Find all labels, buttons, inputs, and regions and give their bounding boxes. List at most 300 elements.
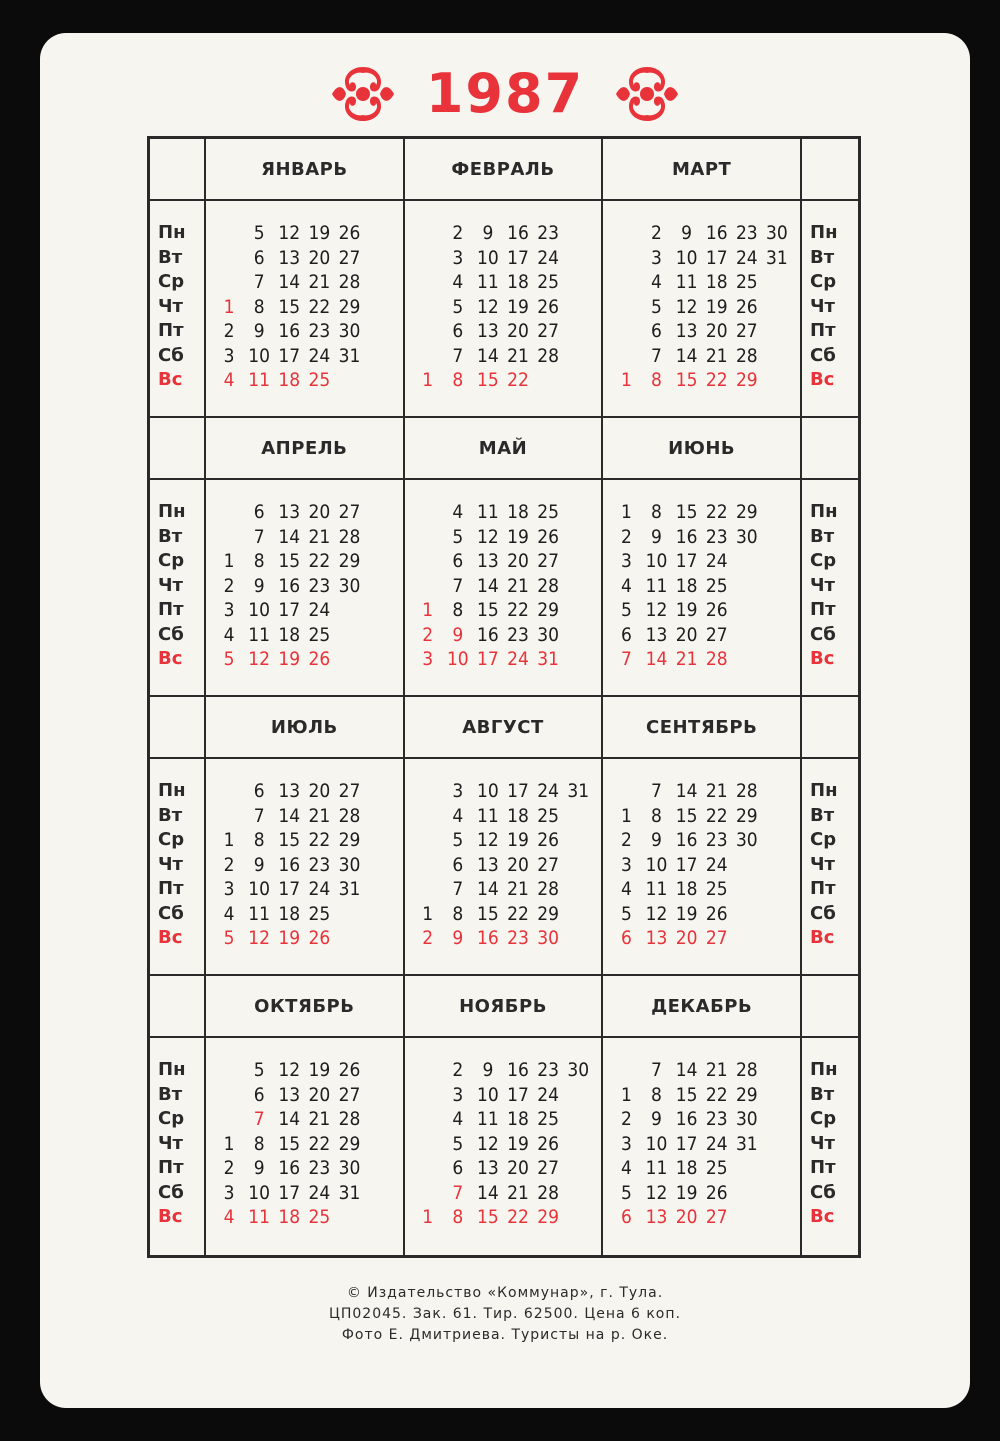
weekday-label: Ср [810, 1108, 837, 1129]
day-number: 12 [477, 829, 499, 851]
day-number: 16 [278, 574, 301, 597]
day-number: 27 [537, 550, 560, 572]
day-number: 12 [248, 648, 271, 670]
day-number: 20 [507, 1157, 529, 1179]
day-number: 15 [675, 804, 698, 827]
day-number: 28 [537, 1181, 560, 1204]
day-number: 23 [537, 222, 560, 244]
day-number: 5 [223, 648, 235, 670]
weekday-label: Пн [158, 780, 186, 801]
weekday-label: Вт [158, 246, 183, 268]
day-number: 27 [338, 1083, 361, 1106]
day-number: 13 [645, 1206, 668, 1228]
day-number: 29 [735, 1083, 758, 1106]
day-number [365, 1107, 395, 1132]
day-number: 19 [507, 829, 529, 851]
day-number: 10 [645, 1132, 668, 1155]
day-number: 2 [620, 829, 632, 851]
day-number: 8 [253, 550, 265, 572]
week-column [641, 779, 671, 951]
day-number: 13 [645, 927, 668, 949]
week-column [503, 1058, 533, 1230]
day-number: 22 [507, 902, 529, 925]
day-number: 15 [477, 599, 499, 621]
day-number [214, 525, 244, 550]
day-number: 11 [645, 574, 668, 597]
day-number: 12 [645, 1181, 668, 1204]
week-column [473, 1058, 503, 1230]
day-number: 12 [477, 295, 499, 318]
day-number: 17 [675, 1132, 698, 1155]
day-number: 22 [705, 1083, 728, 1106]
week-column [762, 500, 792, 672]
day-number: 25 [735, 271, 758, 293]
day-number [611, 295, 641, 320]
day-number [563, 804, 593, 829]
day-number: 30 [735, 525, 758, 548]
day-number: 4 [620, 1157, 632, 1179]
day-number: 20 [675, 623, 698, 646]
day-number [762, 598, 792, 623]
day-number: 13 [278, 780, 301, 802]
week-column [672, 779, 702, 951]
weekday-label: Пт [158, 320, 184, 341]
day-number: 15 [278, 295, 301, 318]
day-number [413, 549, 443, 574]
day-number: 29 [537, 599, 560, 621]
day-number: 13 [477, 853, 499, 876]
week-column [334, 500, 364, 672]
day-number [214, 500, 244, 525]
week-column [413, 1058, 443, 1230]
day-number [732, 549, 762, 574]
day-number: 8 [651, 369, 662, 391]
weekday-label: Ср [158, 1108, 185, 1129]
week-column [503, 779, 533, 951]
day-number [762, 574, 792, 599]
day-number: 3 [620, 1132, 632, 1155]
week-column [533, 1058, 563, 1230]
day-number: 15 [675, 369, 698, 391]
day-number [365, 500, 395, 525]
day-number: 7 [651, 344, 662, 367]
calendar-grid [147, 136, 861, 1258]
weekday-label: Сб [810, 623, 836, 645]
day-number: 25 [308, 1206, 331, 1228]
day-number: 15 [278, 829, 301, 851]
week-column [304, 221, 334, 393]
day-number: 1 [223, 550, 235, 572]
day-number [365, 623, 395, 648]
day-number: 10 [477, 246, 499, 269]
day-number: 2 [422, 927, 434, 949]
day-number: 11 [645, 1157, 668, 1179]
day-number: 29 [537, 1206, 560, 1228]
day-number: 29 [735, 369, 758, 391]
day-number [563, 319, 593, 344]
imprint-line-photo: Фото Е. Дмитриева. Туристы на р. Оке. [341, 1327, 669, 1343]
weekday-label: Вс [158, 927, 183, 948]
day-number: 21 [675, 648, 698, 670]
day-number [732, 647, 762, 672]
day-number: 19 [507, 525, 529, 548]
day-number: 3 [223, 344, 235, 367]
day-number [334, 598, 364, 623]
weekday-label: Чт [810, 574, 835, 596]
day-number: 4 [452, 501, 464, 523]
day-number: 17 [705, 246, 728, 269]
day-number: 24 [705, 853, 728, 876]
week-column [503, 500, 533, 672]
day-number: 1 [620, 369, 632, 391]
day-number: 26 [338, 1059, 361, 1081]
weekday-header-blank [802, 976, 858, 1038]
day-number [365, 1205, 395, 1230]
day-number: 9 [452, 927, 464, 949]
day-number: 3 [620, 550, 632, 572]
day-number [563, 368, 593, 393]
day-number [214, 804, 244, 829]
week-column [274, 779, 304, 951]
day-number [762, 779, 792, 804]
week-column [473, 779, 503, 951]
day-number [413, 804, 443, 829]
day-number: 19 [675, 1181, 698, 1204]
day-number: 16 [507, 1059, 529, 1081]
week-column [334, 221, 364, 393]
day-number [732, 574, 762, 599]
day-number: 26 [308, 927, 331, 949]
day-number: 23 [308, 320, 331, 342]
week-column [413, 500, 443, 672]
month-block [405, 139, 604, 418]
day-number: 7 [253, 525, 265, 548]
weekday-header-blank [802, 697, 858, 759]
weekday-label: Пт [810, 320, 836, 341]
day-number: 23 [308, 1157, 331, 1179]
weekday-label: Вс [810, 648, 835, 669]
day-number: 27 [537, 853, 560, 876]
day-number [334, 902, 364, 927]
day-number [762, 902, 792, 927]
day-number: 25 [308, 623, 331, 646]
weekday-label: Вт [158, 525, 183, 547]
day-number: 31 [766, 246, 788, 269]
day-number: 25 [705, 1157, 728, 1179]
day-number: 26 [537, 295, 560, 318]
day-number: 21 [308, 804, 331, 827]
day-number: 21 [507, 1181, 529, 1204]
weekday-label: Пн [158, 222, 186, 243]
day-number: 13 [675, 320, 698, 342]
day-number: 5 [452, 829, 464, 851]
day-number: 29 [338, 550, 361, 572]
day-number [732, 1156, 762, 1181]
day-number: 16 [675, 525, 698, 548]
day-number [214, 779, 244, 804]
day-number [214, 270, 244, 295]
weekday-label: Чт [158, 295, 183, 317]
day-number: 23 [735, 222, 758, 244]
weekday-label: Пт [158, 878, 184, 899]
day-number: 31 [537, 648, 560, 670]
day-number: 26 [735, 295, 758, 318]
weekday-label: Пн [810, 780, 838, 801]
day-number: 1 [620, 501, 632, 523]
day-number: 16 [507, 222, 529, 244]
day-number: 20 [308, 501, 331, 523]
day-number: 30 [735, 829, 758, 851]
day-number: 12 [675, 295, 698, 318]
weekday-column [802, 697, 858, 976]
week-column [443, 500, 473, 672]
day-number: 25 [537, 501, 560, 523]
day-number: 22 [705, 369, 728, 391]
day-number: 4 [651, 271, 662, 293]
day-number: 16 [278, 1157, 301, 1179]
day-number [732, 853, 762, 878]
day-number: 14 [278, 525, 301, 548]
day-number: 24 [735, 246, 758, 269]
day-number: 4 [620, 574, 632, 597]
day-number: 24 [537, 246, 560, 269]
day-number: 2 [651, 222, 662, 244]
day-number: 29 [338, 829, 361, 851]
day-number: 2 [223, 320, 235, 342]
month-name: ОКТЯБРЬ [206, 976, 403, 1038]
day-number: 31 [338, 1181, 361, 1204]
day-number: 20 [308, 780, 331, 802]
day-number: 17 [477, 648, 499, 670]
weekday-label: Сб [158, 344, 184, 366]
day-number [732, 598, 762, 623]
day-number: 12 [645, 902, 668, 925]
weekday-list [802, 759, 858, 951]
day-number: 21 [308, 1108, 331, 1130]
weekday-label: Пт [158, 599, 184, 620]
day-number [365, 1058, 395, 1083]
day-number: 27 [705, 927, 728, 949]
day-number: 10 [675, 246, 698, 269]
day-number [365, 902, 395, 927]
day-number [611, 779, 641, 804]
day-number: 23 [308, 853, 331, 876]
day-number: 12 [248, 927, 271, 949]
month-days [206, 759, 403, 951]
weekday-label: Пн [810, 501, 838, 522]
month-days [405, 480, 602, 672]
month-block [206, 418, 405, 697]
day-number: 8 [253, 1132, 265, 1155]
day-number: 12 [278, 1059, 301, 1081]
weekday-column [150, 139, 206, 418]
day-number: 16 [675, 1108, 698, 1130]
day-number: 4 [223, 623, 235, 646]
day-number: 7 [651, 1059, 662, 1081]
day-number: 3 [223, 878, 235, 900]
day-number: 10 [477, 780, 499, 802]
day-number: 27 [338, 246, 361, 269]
day-number: 18 [278, 623, 301, 646]
day-number: 3 [422, 648, 434, 670]
weekday-label: Сб [158, 1181, 184, 1203]
day-number [365, 647, 395, 672]
weekday-label: Сб [810, 902, 836, 924]
day-number: 25 [705, 878, 728, 900]
day-number: 28 [537, 878, 560, 900]
day-number [365, 221, 395, 246]
weekday-label: Ср [158, 550, 185, 571]
day-number [365, 295, 395, 320]
day-number: 31 [735, 1132, 758, 1155]
day-number [413, 1058, 443, 1083]
weekday-label: Сб [158, 623, 184, 645]
day-number: 6 [452, 550, 464, 572]
day-number [365, 598, 395, 623]
day-number [334, 1205, 364, 1230]
day-number: 5 [223, 927, 235, 949]
day-number: 14 [477, 1181, 499, 1204]
month-name: ЯНВАРЬ [206, 139, 403, 201]
day-number: 24 [308, 878, 331, 900]
day-number [563, 270, 593, 295]
week-column [641, 1058, 671, 1230]
day-number: 18 [675, 1157, 698, 1179]
day-number: 11 [645, 878, 668, 900]
day-number [214, 246, 244, 271]
day-number: 29 [338, 295, 361, 318]
day-number: 2 [223, 853, 235, 876]
day-number [365, 319, 395, 344]
day-number: 26 [705, 1181, 728, 1204]
day-number: 25 [308, 369, 331, 391]
week-column [611, 500, 641, 672]
imprint [40, 1283, 970, 1346]
day-number: 7 [253, 271, 265, 293]
day-number [214, 1058, 244, 1083]
day-number [334, 368, 364, 393]
day-number: 23 [507, 927, 529, 949]
day-number: 1 [223, 295, 235, 318]
day-number: 27 [705, 1206, 728, 1228]
day-number [762, 549, 792, 574]
day-number [762, 344, 792, 369]
weekday-label: Пт [158, 1157, 184, 1178]
day-number [732, 902, 762, 927]
day-number: 11 [248, 902, 271, 925]
day-number: 19 [675, 902, 698, 925]
weekday-label: Чт [158, 574, 183, 596]
weekday-header-blank [802, 139, 858, 201]
day-number: 2 [223, 1157, 235, 1179]
day-number: 9 [482, 1059, 494, 1081]
week-column [563, 500, 593, 672]
day-number [413, 1181, 443, 1206]
weekday-column [802, 976, 858, 1255]
day-number: 20 [308, 1083, 331, 1106]
day-number [413, 270, 443, 295]
month-days [603, 480, 800, 672]
day-number: 28 [735, 780, 758, 802]
day-number [732, 926, 762, 951]
day-number: 31 [338, 344, 361, 367]
day-number [365, 270, 395, 295]
day-number: 10 [248, 878, 271, 900]
day-number: 30 [338, 320, 361, 342]
day-number: 9 [452, 623, 464, 646]
day-number: 14 [278, 804, 301, 827]
day-number: 8 [452, 599, 464, 621]
month-days [603, 759, 800, 951]
weekday-label: Вт [158, 1083, 183, 1105]
day-number: 12 [477, 525, 499, 548]
day-number: 15 [278, 550, 301, 572]
day-number [413, 1156, 443, 1181]
day-number: 29 [537, 902, 560, 925]
day-number: 21 [308, 271, 331, 293]
day-number: 15 [675, 1083, 698, 1106]
week-column [732, 500, 762, 672]
week-column [702, 779, 732, 951]
day-number: 21 [705, 344, 728, 367]
day-number: 11 [477, 1108, 499, 1130]
day-number [563, 902, 593, 927]
month-block [206, 139, 405, 418]
day-number: 24 [537, 780, 560, 802]
day-number [563, 1156, 593, 1181]
day-number: 28 [705, 648, 728, 670]
day-number: 21 [705, 780, 728, 802]
day-number: 24 [705, 550, 728, 572]
day-number: 10 [645, 853, 668, 876]
month-block [603, 697, 802, 976]
week-column [563, 1058, 593, 1230]
day-number: 28 [338, 525, 361, 548]
weekday-list [802, 1038, 858, 1230]
day-number [413, 828, 443, 853]
day-number [413, 319, 443, 344]
day-number: 15 [278, 1132, 301, 1155]
weekday-label: Пн [158, 501, 186, 522]
imprint-line-print-info: ЦП02045. Зак. 61. Тир. 62500. Цена 6 коп. [329, 1306, 681, 1322]
day-number: 9 [253, 574, 265, 597]
day-number: 6 [253, 1083, 265, 1106]
day-number: 31 [567, 780, 590, 802]
day-number [762, 295, 792, 320]
day-number: 7 [651, 780, 662, 802]
day-number: 4 [223, 1206, 235, 1228]
day-number: 8 [651, 1083, 662, 1106]
week-column [611, 221, 641, 393]
week-column [563, 779, 593, 951]
day-number [762, 1181, 792, 1206]
day-number: 23 [537, 1059, 560, 1081]
day-number [563, 344, 593, 369]
day-number: 17 [278, 878, 301, 900]
day-number: 19 [675, 599, 698, 621]
calendar-card [40, 33, 970, 1408]
weekday-label: Вт [810, 1083, 835, 1105]
week-column [365, 1058, 395, 1230]
day-number: 2 [620, 525, 632, 548]
day-number: 20 [507, 320, 529, 342]
day-number: 27 [338, 501, 361, 523]
week-column [413, 779, 443, 951]
day-number: 5 [620, 902, 632, 925]
day-number [413, 500, 443, 525]
day-number: 26 [537, 829, 560, 851]
week-column [473, 500, 503, 672]
